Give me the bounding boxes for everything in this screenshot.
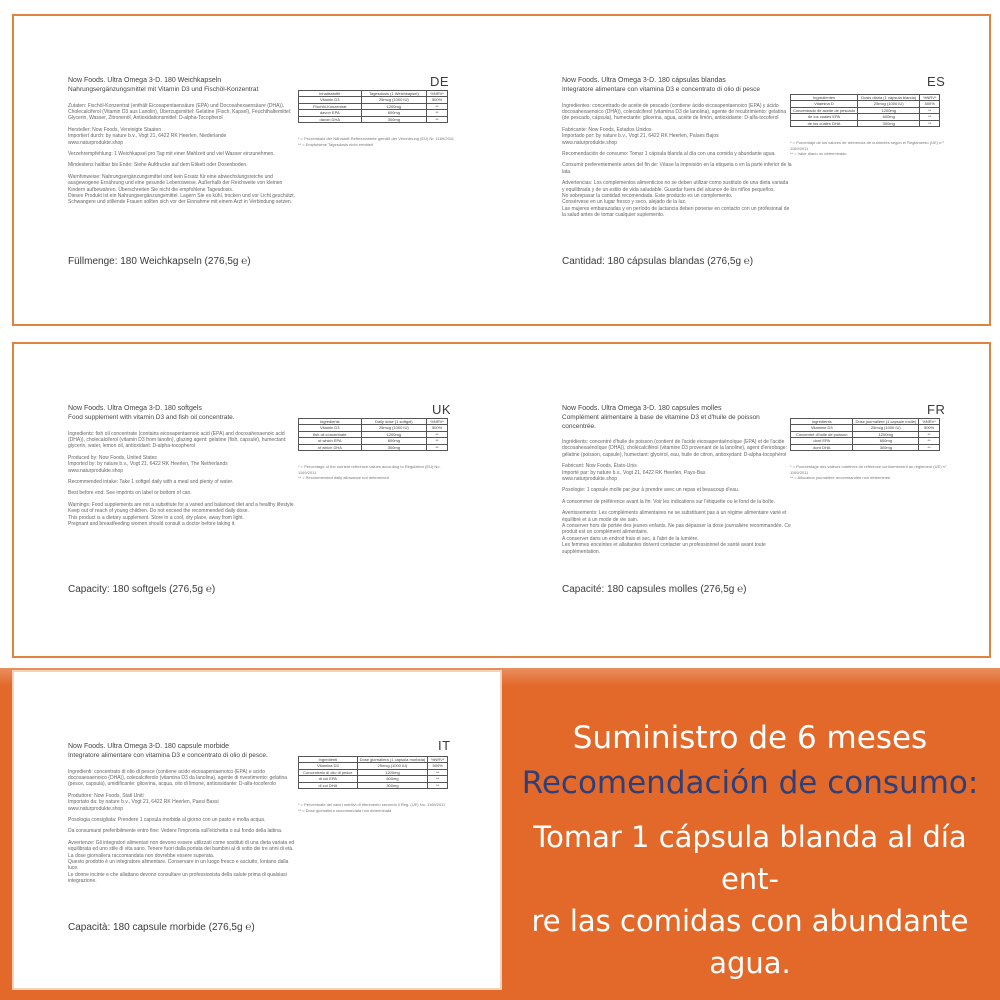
table-cell: Vitamina D bbox=[791, 101, 858, 107]
table-cell: 1200mg bbox=[361, 431, 427, 437]
table-cell: Vitamin D3 bbox=[299, 97, 362, 103]
label-paragraph: Avertissements: Les compléments alimentaires ne se substituent pas à un régime alimentaire varié et équilibré et à un mode de vie sain. A conserver hors de portée des jeunes enfants. Ne pas dépasser la dose journalière recommandée. Ce produit est un complément alimentaire. A conserver dans un endroit frais et sec, à l'abri de la lumière. Les femmes enceintes et allaitantes doivent contacter un professionnel de santé avant toute supplémentation. bbox=[562, 510, 791, 555]
table-footnote: * = Percentage of the nutrient reference values according to Regulation (EU) No. 1169/2011 ** = Recommended daily allowance not determined bbox=[298, 464, 441, 480]
product-subtitle: Integratore alimentare con vitamina D3 e concentrato di olio di pesce. bbox=[68, 752, 268, 759]
label-text-de bbox=[68, 76, 298, 206]
table-cell: 500% bbox=[428, 763, 448, 769]
product-title: Now Foods. Ultra Omega 3-D. 180 capsules molles bbox=[562, 405, 722, 412]
table-cell: dont DHA bbox=[791, 444, 853, 450]
table-cell: 25mcg (1000 IU) bbox=[361, 425, 427, 431]
label-paragraph: Consumir preferentemente antes del fin de: Véase la impresión en la etiqueta o en la parte inferior de la lata. bbox=[562, 162, 792, 175]
table-cell: 600mg bbox=[361, 438, 427, 444]
table-cell: ** bbox=[919, 431, 940, 437]
fill-quantity-de: Füllmenge: 180 Weichkapseln (276,5g ℮) bbox=[68, 256, 251, 267]
table-row bbox=[791, 120, 940, 126]
table-cell: Inhaltsstoffe bbox=[299, 91, 362, 97]
table-row bbox=[299, 782, 448, 788]
product-subtitle: Complément alimentaire à base de vitamine D3 et d'huile de poisson concentrée. bbox=[562, 414, 760, 430]
table-row bbox=[791, 444, 940, 450]
label-paragraph: Recomendación de consumo: Tomar 1 cápsula blanda al día con una comida y abundante agua. bbox=[562, 150, 776, 157]
table-cell: 1200mg bbox=[357, 769, 428, 775]
table-cell: Ingredients bbox=[299, 419, 362, 425]
table-cell: Fischöl-Konzentrat bbox=[299, 103, 362, 109]
label-paragraph: Produced by: Now Foods, United States Imported by: by nature b.v., Vogt 21, 6422 RK Heerlen, The Netherlands www.naturprodukte.shop bbox=[68, 454, 228, 474]
label-paragraph: Da consumarsi preferibilmente entro fine: Vedere l'impronta sull'etichetta o sul fondo della lattina. bbox=[68, 828, 283, 835]
label-text-it bbox=[68, 742, 298, 885]
language-code-fr: FR bbox=[927, 402, 946, 417]
table-cell: 500% bbox=[427, 97, 448, 103]
table-cell: ** bbox=[919, 438, 940, 444]
table-cell: %NRV* bbox=[919, 419, 940, 425]
table-cell: Vitamina D3 bbox=[299, 763, 358, 769]
table-cell: 1200mg bbox=[361, 103, 427, 109]
table-cell: ** bbox=[919, 444, 940, 450]
table-cell: ** bbox=[427, 103, 448, 109]
label-paragraph: Recommended intake: Take 1 softgel daily with a meal and plenty of water. bbox=[68, 478, 234, 485]
table-cell: fish oil concentrate bbox=[299, 431, 362, 437]
label-paragraph: Ingredients: fish oil concentrate (contains eicosapentaenoic acid (EPA) and docosahexaenoic acid (DHA)), cholecalciferol (vitamin D3 from lanolin), glazing agent: gelatine (fish, capsule), humectant: glycerin, water, lemon oil, antioxidant: D-alpha-tocopherol bbox=[68, 430, 287, 450]
table-cell: 500% bbox=[920, 101, 940, 107]
nutrition-table-de bbox=[298, 90, 448, 123]
table-cell: 1200mg bbox=[853, 431, 919, 437]
nutrition-table-fr bbox=[790, 418, 940, 451]
paragraphs bbox=[562, 439, 792, 555]
table-cell: de los cuales DHA bbox=[791, 120, 858, 126]
table-header-row bbox=[299, 757, 448, 763]
table-cell: 25mcg (1000 IU) bbox=[858, 101, 920, 107]
table-cell: ** bbox=[428, 776, 448, 782]
table-cell: Ingredienti bbox=[299, 757, 358, 763]
label-paragraph: Advertencias: Los complementos alimenticios no se deben utilizar como sustituto de una dieta variada y equilibrada y de un estilo de vida saludable. Guardar fuera del alcance de los niños pequeños. No sobrepasar la cantidad recomendada. Este producto es un complemento. Consérvese en un lugar fresco y seco, alejado de la luz. Las mujeres embarazadas y en período de lactancia deben ponerse en contacto con un profesional de la salud antes de tomar cualquier suplemento. bbox=[562, 180, 790, 219]
table-cell: 300mg bbox=[357, 782, 428, 788]
fill-quantity-es: Cantidad: 180 cápsulas blandas (276,5g ℮) bbox=[562, 256, 754, 267]
label-paragraph: Warnings: Food supplements are not a substitute for a varied and balanced diet and a healthy lifestyle. Keep out of reach of young children. Do not exceed the recommended daily dose. This product is a dietary supplement. Store in a cool, dry place, away from light. Pregnant and breastfeeding women should consult a doctor before taking it. bbox=[68, 501, 295, 527]
language-code-de: DE bbox=[430, 74, 450, 89]
table-cell: 25mcg (1000 IU) bbox=[357, 763, 428, 769]
label-paragraph: A consommer de préférence avant la fin: Voir les indications sur l'étiquette ou le fond de la boîte. bbox=[562, 498, 776, 505]
table-cell: ** bbox=[427, 431, 448, 437]
table-cell: 25mcg (1000 IU) bbox=[853, 425, 919, 431]
label-paragraph: Produttore: Now Foods, Stati Uniti Importato da: by nature b.v., Vogt 21, 6422 RK Heerlen, Paesi Bassi www.naturprodukte.shop bbox=[68, 792, 219, 812]
fill-quantity-fr: Capacité: 180 capsules molles (276,5g ℮) bbox=[562, 584, 747, 595]
table-footnote: * = Pourcentage des valeurs nutritives de référence conformément au règlement (UE) n° 1169/2011 ** = Allocation journalière recommandée non déterminée bbox=[790, 464, 947, 480]
label-text-uk bbox=[68, 404, 298, 527]
table-footnote: * = Prozentsatz der Nährstoff-Referenzwerte gemäß der Verordnung (EU) Nr. 1169/2011 ** = Empfohlene Tagesdosis nicht ermittelt bbox=[298, 136, 454, 147]
label-text-fr bbox=[562, 404, 792, 555]
table-cell: Tagesdosis (1 Weichkapsel) bbox=[361, 91, 427, 97]
table-cell: de los cuales EPA bbox=[791, 114, 858, 120]
label-paragraph: Hersteller: Now Foods, Vereinigte Staaten Importiert durch: by nature b.v., Vogt 21, 6422 RK Heerlen, Niederlande www.naturprodukte.shop bbox=[68, 126, 227, 146]
table-cell: davon DHA bbox=[299, 116, 362, 122]
table-cell: di cui EPA bbox=[299, 776, 358, 782]
table-cell: Concentré d'huile de poisson bbox=[791, 431, 853, 437]
table-cell: 1200mg bbox=[858, 107, 920, 113]
promo-recommendation-heading: Recomendación de consumo: bbox=[521, 765, 979, 801]
table-cell: %NRV* bbox=[428, 757, 448, 763]
table-cell: 300mg bbox=[853, 444, 919, 450]
table-cell: dont EPA bbox=[791, 438, 853, 444]
paragraphs bbox=[68, 103, 298, 206]
label-paragraph: Ingredienti: concentrato di olio di pesce (contiene acido eicosapentaenoico (EPA) e acido docosaesaenoico (DHA)), colecalciferolo (vitamina D3 da lanolina), agente di rivestimento: gelatina (pesce, capsula), umidificante: glicerina, acqua, olio di limone, antiossidante: D-alfa-tocoferolo bbox=[68, 768, 288, 788]
fill-quantity-uk: Capacity: 180 softgels (276,5g ℮) bbox=[68, 584, 216, 595]
table-cell: %NRV* bbox=[920, 95, 940, 101]
table-cell: Vitamin D3 bbox=[299, 425, 362, 431]
label-paragraph: Mindestens haltbar bis Ende: Siehe Aufdrucke auf dem Etikett oder Dosenboden. bbox=[68, 162, 248, 169]
table-cell: of which DHA bbox=[299, 444, 362, 450]
language-code-uk: UK bbox=[432, 402, 452, 417]
product-subtitle: Integratore alimentare con vitamina D3 e concentrato di olio di pesce bbox=[562, 86, 760, 93]
label-paragraph: Zutaten: Fischöl-Konzentrat (enthält Eicosapentaensäure (EPA) und Docosahexaensäure (DHA)), Cholecalciferol (Vitamin D3 aus Lanolin), Überzugsmittel: Gelatine (Fisch, Kapsel), Feuchthaltemittel: Glycerin, Wasser, Zitronenöl, Antioxidationsmittel: D-alpha-Tocopherol bbox=[68, 102, 292, 122]
label-paragraph: Posologie: 1 capsule molle par jour à prendre avec un repas et beaucoup d'eau. bbox=[562, 487, 740, 494]
product-title: Now Foods. Ultra Omega 3-D. 180 softgels bbox=[68, 405, 202, 412]
table-cell: Concentrato di olio di pesce bbox=[299, 769, 358, 775]
table-cell: ** bbox=[427, 110, 448, 116]
paragraphs bbox=[562, 103, 792, 219]
table-cell: 600mg bbox=[853, 438, 919, 444]
nutrition-table-es bbox=[790, 94, 940, 127]
table-cell: %NRV* bbox=[427, 91, 448, 97]
table-cell: Ingredientes bbox=[791, 95, 858, 101]
product-title: Now Foods. Ultra Omega 3-D. 180 cápsulas blandas bbox=[562, 77, 726, 84]
table-cell: ** bbox=[920, 114, 940, 120]
table-cell: 500% bbox=[919, 425, 940, 431]
table-cell: 500% bbox=[427, 425, 448, 431]
table-cell: ** bbox=[427, 438, 448, 444]
language-code-es: ES bbox=[927, 74, 946, 89]
label-paragraph: Fabricant: Now Foods, États-Unis Importé par: by nature b.v., Vogt 21, 6422 RK Heerlen, Pays-Bas www.naturprodukte.shop bbox=[562, 463, 706, 483]
table-cell: ** bbox=[920, 107, 940, 113]
nutrition-table-uk bbox=[298, 418, 448, 451]
promo-supply-heading: Suministro de 6 meses bbox=[572, 720, 928, 756]
paragraphs bbox=[68, 431, 298, 528]
table-cell: Dose journalière (1 capsule molle) bbox=[853, 419, 919, 425]
table-cell: %NRV* bbox=[427, 419, 448, 425]
label-paragraph: Avvertenze: Gli integratori alimentari non devono essere utilizzati come sostituti di una dieta variata ed equilibrata ed uno stile di vita sano. Tenere fuori dalla portata dei bambini al di sotto dei tre anni di età. La dose giornaliera raccomandata non dovrebbe essere superata. Questo prodotto è un integratore alimentare. Conservare in un luogo fresco e asciutto, lontano dalla luce. Le donne incinte e che allattano devono consultare un professionista della salute prima di qualsiasi integrazione. bbox=[68, 839, 295, 885]
product-title: Now Foods. Ultra Omega 3-D. 180 Weichkapseln bbox=[68, 77, 222, 84]
table-row bbox=[299, 444, 448, 450]
table-cell: davon EPA bbox=[299, 110, 362, 116]
table-cell: 600mg bbox=[361, 110, 427, 116]
label-paragraph: Warnhinweise: Nahrungsergänzungsmittel sind kein Ersatz für eine abwechslungsreiche und ausgewogene Ernährung und eine gesunde Lebensweise. Außerhalb der Reichweite von kleinen Kindern aufbewahren. Überschreiten Sie nicht die empfohlene Tagesdosis. Dieses Produkt ist ein Nahrungsergänzungsmittel. Lagern Sie es kühl, trocken und vor Licht geschützt. Schwangere und stillende Frauen sollten sich vor der Einnahme mit einem Arzt in Verbindung setzen. bbox=[68, 173, 296, 206]
product-subtitle: Nahrungsergänzungsmittel mit Vitamin D3 und Fischöl-Konzentrat bbox=[68, 86, 259, 93]
table-cell: Concentrado de aceite de pescado bbox=[791, 107, 858, 113]
label-paragraph: Ingredientes: concentrado de aceite de pescado (contiene ácido eicosapentaenoico (EPA) y ácido docosahexaenoico (DHA)), colecalciferol (vitamina D3 de lanolina), agente de recubrimiento: gelatina (de pescado, cápsula), humectante: glicerina, agua, aceite de limón, antioxidante: D-alfa-tocoferol bbox=[562, 102, 787, 122]
label-paragraph: Best before end: See imprints on label or bottom of can. bbox=[68, 490, 192, 497]
fill-quantity-it: Capacità: 180 capsule morbide (276,5g ℮) bbox=[68, 922, 255, 933]
paragraphs bbox=[68, 769, 298, 885]
product-subtitle: Food supplement with vitamin D3 and fish oil concentrate. bbox=[68, 414, 235, 421]
label-paragraph: Ingrédients: concentré d'huile de poisson (contient de l'acide eicosapentaénoïque (EPA) et de l'acide docosahexaénoïque (DHA)), cholécalciférol (vitamine D3 provenant de la lanoline), agent d'enrobage: gélatine (poisson, capsule), humectant: glycérol, eau, huile de citron, antioxydant: D-alpha-tocophérol bbox=[562, 439, 787, 458]
table-row bbox=[299, 116, 448, 122]
table-cell: Daily dose (1 softgel) bbox=[361, 419, 427, 425]
promo-recommendation-text: Tomar 1 cápsula blanda al día ent- re las comidas con abundante agua. bbox=[531, 820, 969, 980]
table-cell: Ingrédients bbox=[791, 419, 853, 425]
table-cell: 25mcg (1000 IU) bbox=[361, 97, 427, 103]
table-footnote: * = Percentuale dei valori nutritivi di riferimento secondo il Reg. (UE) No. 1169/2011 ** = Dose giornaliera raccomandata non determinata bbox=[298, 802, 446, 813]
label-text-es bbox=[562, 76, 792, 219]
table-cell: 300mg bbox=[361, 116, 427, 122]
table-cell: ** bbox=[427, 444, 448, 450]
table-cell: of which EPA bbox=[299, 438, 362, 444]
table-cell: 300mg bbox=[361, 444, 427, 450]
table-cell: 600mg bbox=[858, 114, 920, 120]
label-paragraph: Fabricante: Now Foods, Estados Unidos Importado por: by nature b.v., Vogt 21, 6422 RK Heerlen, Países Bajos www.naturprodukte.shop bbox=[562, 126, 719, 146]
table-cell: 300mg bbox=[858, 120, 920, 126]
table-cell: Dosis diaria (1 cápsula blanda) bbox=[858, 95, 920, 101]
table-cell: 600mg bbox=[357, 776, 428, 782]
language-code-it: IT bbox=[438, 738, 451, 753]
table-cell: ** bbox=[920, 120, 940, 126]
table-footnote: * = Porcentaje de los valores de referencia de nutrientes según el Reglamento (UE) n.º 1169/2011 ** = Valor diario no determinado bbox=[790, 140, 944, 156]
product-title: Now Foods. Ultra Omega 3-D. 180 capsule morbide bbox=[68, 743, 230, 750]
table-cell: ** bbox=[428, 782, 448, 788]
label-paragraph: Verzehrempfehlung: 1 Weichkapsel pro Tag mit einer Mahlzeit und viel Wasser einzunehmen. bbox=[68, 150, 275, 157]
table-cell: Vitamine D3 bbox=[791, 425, 853, 431]
table-cell: di cui DHA bbox=[299, 782, 358, 788]
table-cell: ** bbox=[428, 769, 448, 775]
label-paragraph: Posologia consigliata: Prendere 1 capsula morbida al giorno con un pasto e molta acqua. bbox=[68, 816, 266, 823]
table-cell: Dose giornaliera (1 capsula morbida) bbox=[357, 757, 428, 763]
table-cell: ** bbox=[427, 116, 448, 122]
nutrition-table-it bbox=[298, 756, 448, 789]
